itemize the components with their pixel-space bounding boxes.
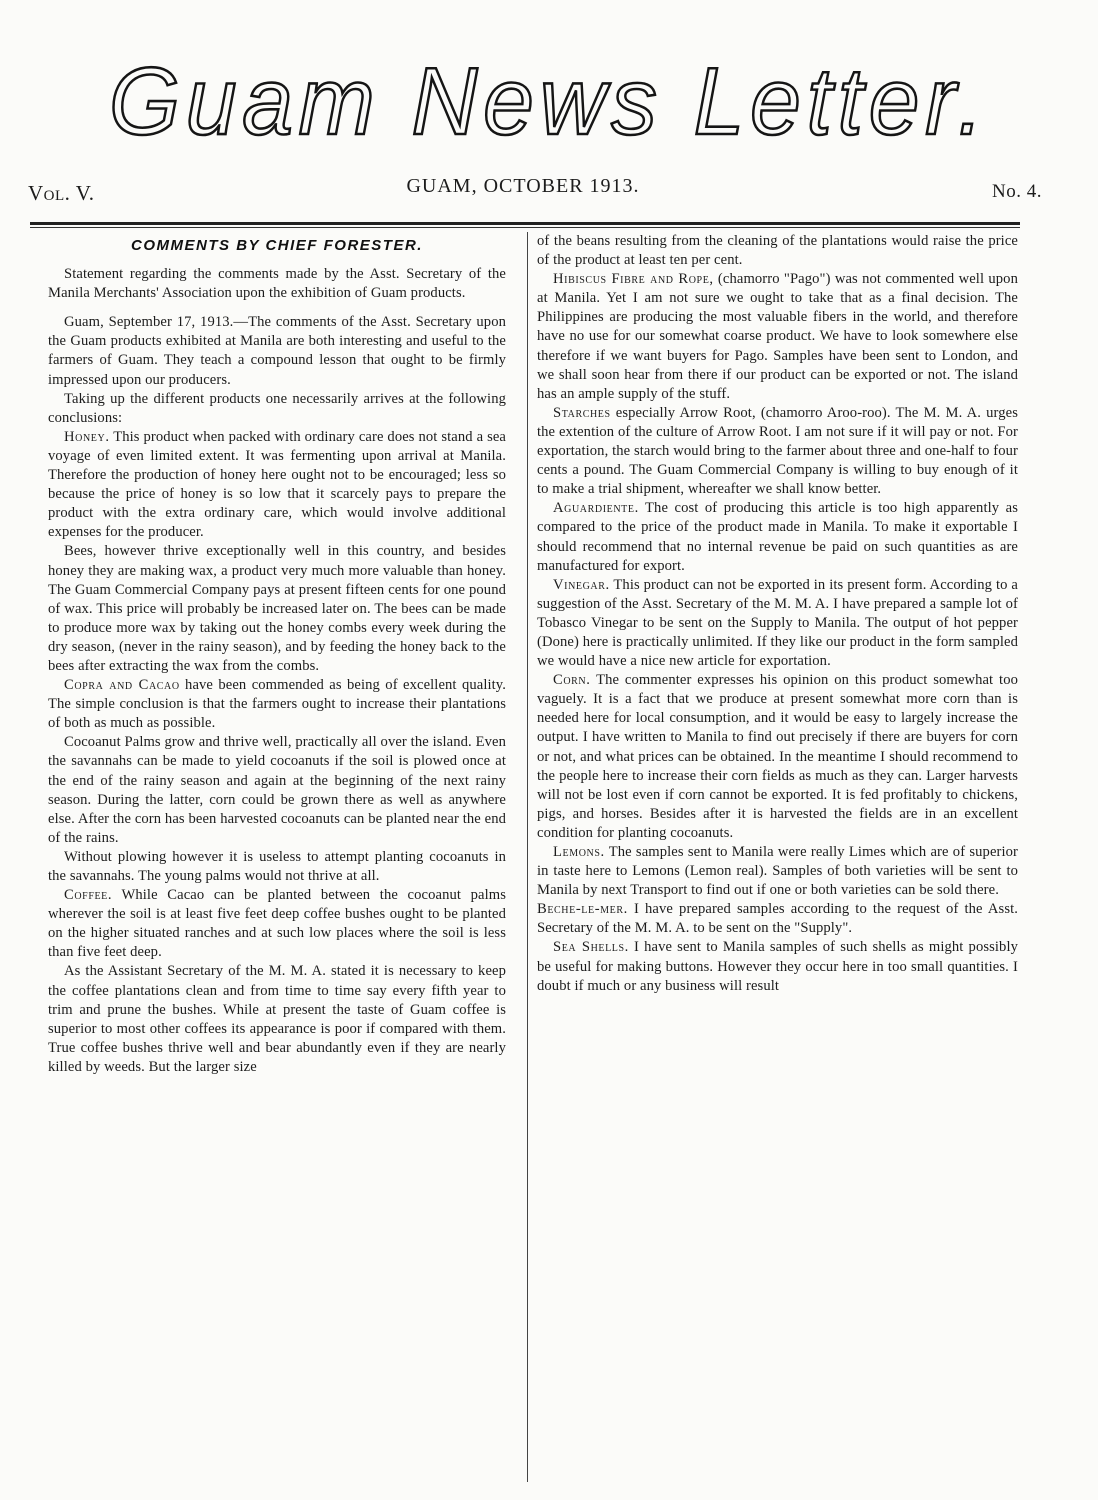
vinegar-label: Vinegar. — [553, 576, 610, 593]
header-rule — [30, 222, 1020, 225]
beche-text: I have prepared samples according to the request of the Asst. Secretary of the M. M. A. to be sent on the "Supply". — [537, 901, 1018, 937]
paragraph-cocoanut: Cocoanut Palms grow and thrive well, practically all over the island. Even the savannahs can be made to yield cocoanuts if the soil is plowed once at the end of the rainy season and again at the beginning of the next rainy season. During the latter, corn could be grown there as well as anywhere else. After the corn has been harvested cocoanuts can be planted near the end of the rains. — [48, 734, 506, 846]
masthead — [0, 42, 1098, 162]
honey-label: Honey. — [64, 428, 110, 445]
issue-number: No. 4. — [992, 181, 1042, 202]
masthead-title-svg — [0, 42, 1098, 162]
honey-text: This product when packed with ordinary care does not stand a sea voyage of even limited extent. It was fermenting upon arrival at Manila. Therefore the production of honey here ought not to be encouraged; less so because the price of honey is so low that it scarcely pays to prepare the product with the extra ordinary care, which would involve additional expenses for the producer. — [48, 428, 506, 541]
paragraph-continuation: of the beans resulting from the cleaning of the plantations would raise the price of the product at least ten per cent. — [537, 233, 1018, 269]
corn-text: The commenter expresses his opinion on this product somewhat too vaguely. It is a fact that we produce at present somewhat more corn than is needed here for local consumption, and it would be easy to largely increase the output. I have written to Manila to find out precisely if there are buyers for corn or not, and what prices can be obtained. In the meantime I should recommend to the people here to increase their corn fields as much as they can. Larger harvests will not be lost even if corn cannot be exported. It is fed profitably to chickens, pigs, and horses. Besides after it is harvested the fields are in an excellent condition for planting cocoanuts. — [537, 672, 1018, 841]
paragraph-honey — [48, 428, 506, 543]
paragraph-plowing: Without plowing however it is useless to attempt planting cocoanuts in the savannahs. The young palms would not thrive at all. — [48, 848, 506, 884]
header-rule-thin — [30, 227, 1020, 228]
volume-label: Vol. V. — [28, 181, 95, 205]
paragraph-assistant: As the Assistant Secretary of the M. M. A. stated it is necessary to keep the coffee plantations clean and from time to time say every fifth year to trim and prune the bushes. While at present the taste of Guam coffee is superior to most other coffees its appearance is poor if compared with them. True coffee bushes thrive well and bear abundantly even if they are nearly killed by weeds. But the larger size — [48, 963, 506, 1075]
article-intro: Statement regarding the comments made by the Asst. Secretary of the Manila Merchants' Association upon the exhibition of Guam products. — [48, 266, 506, 302]
paragraph-bees: Bees, however thrive exceptionally well in this country, and besides honey they are making wax, a product very much more valuable than honey. The Guam Commercial Company pays at present fifteen cents for one pound of wax. This price will probably be increased later on. The bees can be made to produce more wax by taking out the honey combs every week during the dry season, (never in the rainy season), and by feeding the honey back to the bees after extracting the wax from the combs. — [48, 543, 506, 674]
corn-label: Corn. — [553, 672, 591, 689]
aguardiente-text: The cost of producing this article is too high apparently as compared to the price of the product made in Manila. To make it exportable I should recommend that no internal revenue be paid on such quantities as are manufactured for export. — [537, 500, 1018, 574]
issue-date: GUAM, OCTOBER 1913. — [406, 175, 640, 197]
paragraph-copra — [48, 676, 506, 733]
paragraph-aguardiente — [537, 499, 1018, 575]
starches-label: Starches — [553, 404, 611, 421]
hibiscus-label: Hibiscus Fibre and Rope, — [553, 271, 714, 288]
paragraph-coffee — [48, 886, 506, 962]
paragraph-conclusions: Taking up the different products one necessarily arrives at the following conclusions: — [48, 390, 506, 426]
left-column — [48, 232, 506, 1494]
starches-text: especially Arrow Root, (chamorro Aroo-roo). The M. M. A. urges the extention of the culture of Arrow Root. I am not sure if it will pay or not. For exportation, the starch would bring to the farmer about three and one-half to four cents a pound. The Guam Commercial Company is willing to buy enough of it to make a trial shipment, whereafter we shall know better. — [537, 404, 1018, 498]
beche-label: Beche-le-mer. — [537, 901, 628, 918]
hibiscus-text: (chamorro "Pago") was not commented well upon at Manila. Yet I am not sure we ought to take that as a final decision. The Philippines are producing the most valuable fibers in the world, and therefore have no use for our somewhat coarse product. We have to look somewhere else therefore if we want buyers for Pago. Samples have been sent to London, and we shall soon hear from there if our product can be exported or not. The island has an ample supply of the stuff. — [537, 271, 1018, 402]
aguardiente-label: Aguardiente. — [553, 500, 639, 517]
shells-text: I have sent to Manila samples of such shells as might possibly be useful for making buttons. However they occur here in too small quantities. I doubt if much or any business will result — [537, 939, 1018, 994]
coffee-label: Coffee. — [64, 887, 113, 904]
right-column — [537, 232, 1018, 1494]
paragraph-vinegar — [537, 576, 1018, 671]
vinegar-text: This product can not be exported in its present form. According to a suggestion of the Asst. Secretary of the M. M. A. I have prepared a sample lot of Tobasco Vinegar to be sent on the Supply to Manila. The output of hot pepper (Done) here is practically unlimited. If they like our product in the form sampled we would have a nice new article for exportation. — [537, 576, 1018, 670]
masthead-title: Guam News Letter. — [109, 48, 989, 155]
paragraph-shells — [537, 938, 1018, 995]
lemons-text: The samples sent to Manila were really Limes which are of superior in taste here to Lemons (Lemon real). Samples of both varieties will be sent to Manila by next Transport to find out if one or both varieties can be sold there. — [537, 844, 1018, 899]
article-heading: COMMENTS BY CHIEF FORESTER. — [131, 237, 423, 254]
column-divider — [527, 232, 528, 1482]
copra-text: have been commended as being of excellent quality. The simple conclusion is that the farmers ought to increase their plantations of both as much as possible. — [48, 677, 506, 732]
copra-label: Copra and Cacao — [64, 677, 180, 694]
paragraph-beche — [537, 900, 1018, 938]
paragraph-lemons — [537, 843, 1018, 900]
lemons-label: Lemons. — [553, 844, 605, 860]
paragraph-corn — [537, 671, 1018, 843]
article-opening: Guam, September 17, 1913.—The comments of the Asst. Secretary upon the Guam products exhibited at Manila are both interesting and useful to the farmers of Guam. They teach a compound lesson that ought to be firmly impressed upon our producers. — [48, 314, 506, 388]
paragraph-starches — [537, 404, 1018, 499]
paragraph-hibiscus — [537, 270, 1018, 404]
shells-label: Sea Shells. — [553, 939, 629, 956]
dateline — [28, 175, 1042, 205]
coffee-text: While Cacao can be planted between the cocoanut palms wherever the soil is at least five feet deep coffee bushes ought to be planted on the higher situated ranches and at such low places where the soil is less than five feet deep. — [48, 887, 506, 961]
